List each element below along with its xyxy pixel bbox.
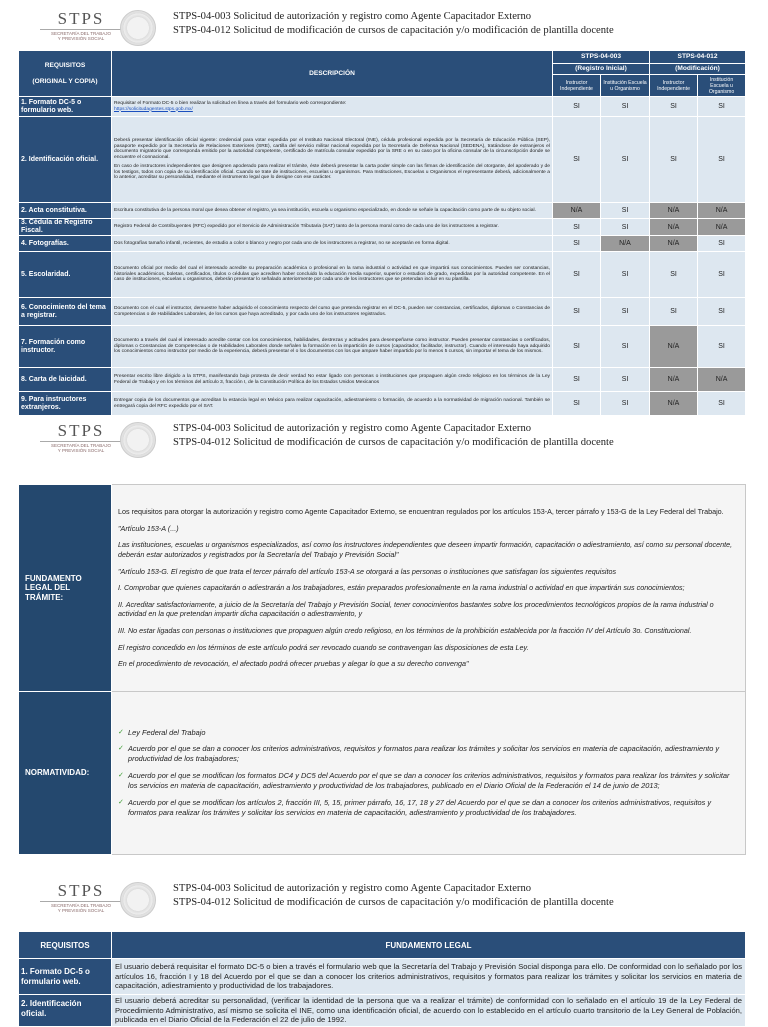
- check-icon: ✓: [118, 728, 124, 736]
- list-item: ✓ Ley Federal del Trabajo: [118, 727, 206, 737]
- page-section-2: [0, 422, 768, 462]
- page-section-3: [0, 882, 768, 922]
- table-row: 9. Para instructores extranjeros. Entregar copia de los documentos que acreditan la estancia legal en México para realizar capacitación, adiestramiento o formación, de acuerdo a la normatividad de migración nacional. También se entregará copia del RFC expedido por el SAT. SI SI N/A SI: [19, 392, 746, 416]
- list-item: ✓ Acuerdo por el que se modifican los artículos 2, fracción III, 5, 15, primer párrafo, 16, 17, 18 y 27 del Acuerdo por el que se dan a conocer los criterios administrativos, requisitos y formatos para realizar los trámites y solicitar los servicios en materia de capacitación, adiestramiento y productividad de los trabajadores.: [118, 797, 712, 818]
- legal-basis-table: [18, 484, 746, 855]
- national-seal-icon: [120, 882, 156, 918]
- table-row: 2. Identificación oficial. El usuario deberá acreditar su personalidad, (verificar la identidad de la persona que va a realizar el trámite) de conformidad con lo señalado en el artículo 19 de la Ley Federal de Procedimiento Administrativo, así mismo se solicita el INE, como una identificación oficial, de acuerdo con lo establecido en el artículo cuarto transitorio de la Ley General de Población, publicada en el Diario Oficial de la Federación el 22 de julio de 1992.: [19, 995, 746, 1027]
- list-item: ✓ Acuerdo por el que se dan a conocer los criterios administrativos, requisitos y formatos para realizar los trámites y solicitar los servicios en materia de capacitación, adiestramiento y productividad de los trabajadores;: [118, 743, 720, 764]
- stps-logo: STPS SECRETARÍA DEL TRABAJO Y PREVISIÓN SOCIAL: [40, 422, 122, 453]
- table-row: 7. Formación como instructor. Documento a través del cual el interesado acredite contar con los conocimientos, habilidades, destrezas y actitudes para desempeñarse como instructor. Pueden presentar constancias o certificados, diplomas o Constancias de Competencias o de Habilidades Laborales donde señalen la formación en la impartición de cursos (capacitador, facilitador, instructor). Cuando el interesado haya adquirido los conocimientos como instructor por medio de la experiencia, deberá presentar el o los documentos con los que ampare haber impartido por lo menos 5 cursos, sin importar el tema de los mismos. SI SI N/A SI: [19, 326, 746, 368]
- table-row: 5. Escolaridad. Documento oficial por medio del cual el interesado acredite su preparación académica o profesional en la rama industrial o actividad en que impartirá sus conocimientos. Pueden ser constancias, historiales académicos, boletas, certificados, títulos o cédulas que acrediten haber concluido la educación media superior, superior o estudios de grado, expedidas por la autoridad competente. En el caso de instituciones, escuelas u organismos, deberán presentar lo señalado anteriormente por cada uno de los instructores que se pretendan incluir en su plantilla. SI SI SI SI: [19, 252, 746, 298]
- list-item: ✓ Acuerdo por el que se modifican los formatos DC4 y DC5 del Acuerdo por el que se dan a conocer los criterios administrativos, requisitos y formatos para realizar los trámites y solicitar los servicios en materia de capacitación, adiestramiento y productividad de los trabajadores, publicado en el Diario Oficial de la Federación el 14 de junio de 2013;: [118, 770, 730, 791]
- header: [0, 422, 768, 462]
- table-row: 3. Cédula de Registro Fiscal. Registro Federal de Contribuyentes (RFC) expedido por el Servicio de Administración Tributaria (SAT) tanto de la persona moral como de cada uno de los instructores a registrar. SI SI N/A N/A: [19, 219, 746, 236]
- normatividad-list: [112, 692, 746, 855]
- table-row: 1. Formato DC-5 o formulario web. El usuario deberá requisitar el formato DC-5 o bien a través el formulario web que la Secretaría del Trabajo y Previsión Social disponga para ello. De conformidad con lo señalado por los artículos 16, fracción I y 18 del Acuerdo por el que se dan a conocer los criterios administrativos, requisitos y formatos para realizar los trámites y solicitar los servicios en materia de capacitación, adiestramiento y productividad de los trabajadores.: [19, 959, 746, 995]
- table-row: 8. Carta de laicidad. Presentar escrito libre dirigido a la STPS, manifestando bajo protesta de decir verdad No estar ligado con personas o instituciones que propaguen algún credo religioso en los términos de la Ley Federal de Trabajo y en los términos del artículo 3, fracción I, de la Constitución Política de los Estados Unidos Mexicanos SI SI N/A N/A: [19, 368, 746, 392]
- col-requisitos: REQUISITOS (ORIGINAL Y COPIA): [19, 51, 112, 97]
- table-row: 2. Identificación oficial. Deberá presentar identificación oficial vigente: credencial para votar expedida por el Instituto Nacional Electoral (INE), cédula profesional expedida por la Secretaría de Educación Pública (SEP), pasaporte expedido por la Secretaría de Relaciones Exteriores (SRE), cartilla del servicio militar nacional expedida por la Secretaría de Defensa Nacional (SEDENA), tratándose de extranjeros el documento migratorio que corresponda emitido por la autoridad competente, certificado de matrícula consular expedido por la SRE o en su caso por la oficina consular de la circunscripción donde se encuentre el connacional. En caso de instructores independientes que designen apoderado para realizar el trámite, éste deberá presentar la carta poder simple con las firmas de identificación del otorgante, del apoderado y de los testigos, todos con copia de su identificación oficial. Cuando se trate de instituciones, escuelas u organismos. Para Instituciones, Escuelas u Organismos el representante deberá, adicionalmente a lo anterior, acreditar su personalidad, mediante el instrumento legal que lo designe con ese carácter. SI SI SI SI: [19, 117, 746, 203]
- requirements-table: REQUISITOS (ORIGINAL Y COPIA) DESCRIPCIÓN STPS-04-003 STPS-04-012 (Registro Inicial) (Modificación) Instructor Independiente Institución Escuela u Organismo Instructor Independiente Institución Escuela u Organismo 1. Formato DC-5 o formulario web. Requisitar el Formato DC-5 o bien realizar la solicitud en línea a través del formulario web correspondiente: https://solicitudagentes.stps.gob.mx/ SI SI SI SI 2. Identificación oficial. Deberá presentar identificación oficial vigente: credencial para votar expedida por el Instituto Nacional Electoral (INE), cédula profesional expedida por la Secretaría de Educación Pública (SEP), pasaporte expedido por la Secretaría de Relaciones Exteriores (SRE), cartilla del servicio militar nacional expedida por la Secretaría de Defensa Nacional (SEDENA), tratándose de extranjeros el documento migratorio que corresponda emitido por la autoridad competente, certificado de matrícula consular expedido por la SRE o en su caso por la oficina consular de la circunscripción donde se encuentre el connacional. En caso de instructores independientes que designen apoderado para realizar el trámite, éste deberá presentar la carta poder simple con las firmas de identificación del otorgante, del apoderado y de los testigos, todos con copia de su identificación oficial. Cuando se trate de instituciones, escuelas u organismos. Para Instituciones, Escuelas u Organismos el representante deberá, adicionalmente a lo anterior, acreditar su personalidad, mediante el instrumento legal que lo designe con ese carácter. SI SI SI SI 2. Acta constitutiva. Escritura constitutiva de la persona moral que desea obtener el registro, ya sea institución, escuela u organismo especializado, en donde se señale la capacitación como parte de su objeto social. N/A SI N/A N/A 3. Cédula de Registro Fiscal. Registro Federal de Contribuyentes (RFC) expedido por el Servicio de Administración Tributaria (SAT) tanto de la persona moral como de cada uno de los instructores a registrar. SI SI N/A N/A 4. Fotografías. Dos fotografías tamaño infantil, recientes, de estudio a color o blanco y negro por cada uno de los instructores a registrar, no se aceptarán en forma digital. SI N/A N/A SI 5. Escolaridad. Documento oficial por medio del cual el interesado acredite su preparación académica o profesional en la rama industrial o actividad en que impartirá sus conocimientos. Pueden ser constancias, historiales académicos, boletas, certificados, títulos o cédulas que acrediten haber concluido la educación media superior, superior o estudios de grado, expedidas por la autoridad competente. En el caso de instituciones, escuelas u organismos, deberán presentar lo señalado anteriormente por cada uno de los instructores que se pretendan incluir en su plantilla. SI SI SI SI 6. Conocimiento del tema a registrar. Documento con el cual el instructor, demuestre haber adquirido el conocimiento respecto del curso que pretenda registrar en el DC-5, pueden ser constancias, certificados, diplomas o Constancias de Competencias o de Habilidades Laborales, de los cursos que haya acreditado, y por cada uno de los instructores registrados. SI SI SI SI 7. Formación como instructor. Documento a través del cual el interesado acredite contar con los conocimientos, habilidades, destrezas y actitudes para desempeñarse como instructor. Pueden presentar constancias o certificados, diplomas o Constancias de Competencias o de Habilidades Laborales donde señalen la formación en la impartición de cursos (capacitador, facilitador, instructor). Cuando el interesado haya adquirido los conocimientos como instructor por medio de la experiencia, deberá presentar el o los documentos con los que ampare haber impartido por lo menos 5 cursos, sin importar el tema de los mismos. SI SI N/A SI 8. Carta de laicidad. Presentar escrito libre dirigido a la STPS, manifestando bajo protesta de decir verdad No estar ligado con personas o instituciones que propaguen algún credo religioso en los términos de la Ley Federal de Trabajo y en los términos del artículo 3, fracción I, de la Constitución Política de los Estados Unidos Mexicanos SI SI N/A N/A 9. Para instructores extranjeros. Entregar copia de los documentos que acreditan la estancia legal en México para realizar capacitación, adiestramiento o formación, de acuerdo a la normatividad de migración nacional. También se entregará copia del RFC expedido por el SAT. SI SI N/A SI: [18, 50, 746, 416]
- col-fundamento-legal: FUNDAMENTO LEGAL: [112, 932, 746, 959]
- col-requisitos: REQUISITOS: [19, 932, 112, 959]
- header-title: STPS-04-003 Solicitud de autorización y registro como Agente Capacitador Externo STPS-04-012 Solicitud de modificación de cursos de capacitación y/o modificación de plantilla docente: [173, 423, 614, 448]
- header: [0, 882, 768, 922]
- table-row: 6. Conocimiento del tema a registrar. Documento con el cual el instructor, demuestre haber adquirido el conocimiento respecto del curso que pretenda registrar en el DC-5, pueden ser constancias, certificados, diplomas o Constancias de Competencias o de Habilidades Laborales, de los cursos que haya acreditado, y por cada uno de los instructores registrados. SI SI SI SI: [19, 298, 746, 326]
- table-row: 4. Fotografías. Dos fotografías tamaño infantil, recientes, de estudio a color o blanco y negro por cada uno de los instructores a registrar, no se aceptarán en forma digital. SI N/A N/A SI: [19, 236, 746, 252]
- page-section-1: [0, 10, 768, 50]
- table-row: 2. Acta constitutiva. Escritura constitutiva de la persona moral que desea obtener el registro, ya sea institución, escuela u organismo especializado, en donde se señale la capacitación como parte de su objeto social. N/A SI N/A N/A: [19, 203, 746, 219]
- fundamento-text: Los requisitos para otorgar la autorización y registro como Agente Capacitador Externo, se encuentran regulados por los artículos 153-A, tercer párrafo y 153-G de la Ley Federal del Trabajo. "Artículo 153-A (...) Las instituciones, escuelas u organismos especializados, así como los instructores independientes que deseen impartir formación, capacitación o adiestramiento, así como su personal docente, deberán estar autorizados y registrados por la Secretaría del Trabajo y Previsión Social" "Artículo 153-G. El registro de que trata el tercer párrafo del artículo 153-A se otorgará a las personas o instituciones que satisfagan los siguientes requisitos I. Comprobar que quienes capacitarán o adiestrarán a los trabajadores, están preparados profesionalmente en la rama industrial o actividad en que impartirán sus conocimientos; II. Acreditar satisfactoriamente, a juicio de la Secretaría del Trabajo y Previsión Social, tener conocimientos bastantes sobre los procedimientos tecnológicos propios de la rama industrial o actividad en la que pretendan impartir dicha capacitación o adiestramiento, y III. No estar ligadas con personas o instituciones que propaguen algún credo religioso, en los términos de la prohibición establecida por la fracción IV del Artículo 3o. Constitucional. El registro concedido en los términos de este artículo podrá ser revocado cuando se contravengan las disposiciones de esta Ley. En el procedimiento de revocación, el afectado podrá ofrecer pruebas y alegar lo que a su derecho convenga": [112, 485, 746, 692]
- header-title: STPS-04-003 Solicitud de autorización y registro como Agente Capacitador Externo STPS-04-012 Solicitud de modificación de cursos de capacitación y/o modificación de plantilla docente: [173, 883, 614, 908]
- normatividad-label: NORMATIVIDAD:: [25, 768, 90, 778]
- check-icon: ✓: [118, 771, 124, 779]
- col-group-003: STPS-04-003: [553, 51, 650, 64]
- fundamento-label: FUNDAMENTO LEGAL DEL TRÁMITE:: [25, 573, 82, 602]
- national-seal-icon: [120, 422, 156, 458]
- legal-basis-requirements-table: [18, 931, 746, 1027]
- web-form-link[interactable]: https://solicitudagentes.stps.gob.mx/: [114, 106, 193, 112]
- col-descripcion: DESCRIPCIÓN: [112, 51, 553, 97]
- table-row: 1. Formato DC-5 o formulario web. Requisitar el Formato DC-5 o bien realizar la solicitud en línea a través del formulario web correspondiente: https://solicitudagentes.stps.gob.mx/ SI SI SI SI: [19, 97, 746, 117]
- check-icon: ✓: [118, 798, 124, 806]
- national-seal-icon: [120, 10, 156, 46]
- stps-logo: STPS SECRETARÍA DEL TRABAJO Y PREVISIÓN SOCIAL: [40, 10, 122, 41]
- col-group-012: STPS-04-012: [650, 51, 746, 64]
- check-icon: ✓: [118, 744, 124, 752]
- header: [0, 10, 768, 50]
- header-title: STPS-04-003 Solicitud de autorización y registro como Agente Capacitador Externo STPS-04-012 Solicitud de modificación de cursos de capacitación y/o modificación de plantilla docente: [173, 11, 614, 36]
- stps-logo: STPS SECRETARÍA DEL TRABAJO Y PREVISIÓN SOCIAL: [40, 882, 122, 913]
